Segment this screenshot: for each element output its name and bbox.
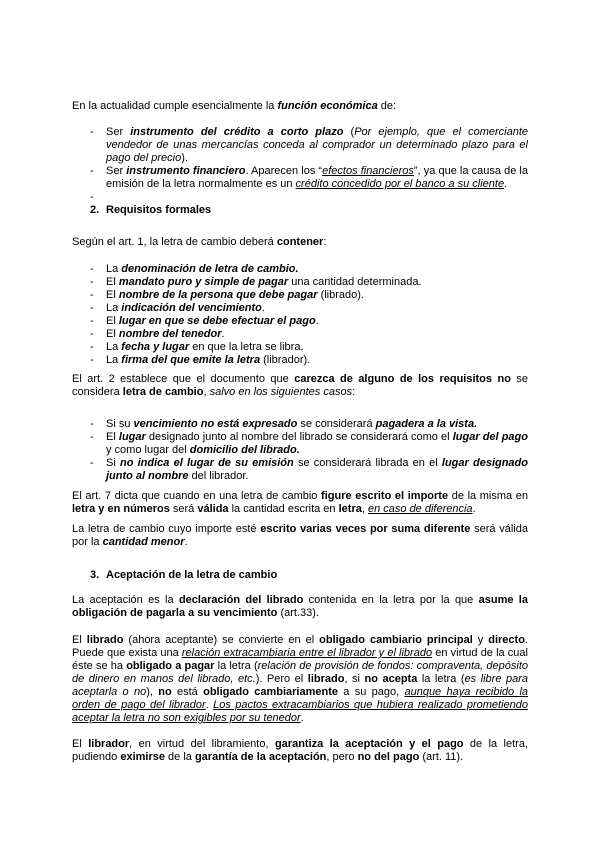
list-item (72, 418, 528, 431)
para-text: El art. 2 establece que el documento que (72, 373, 295, 385)
item-text: ). (181, 152, 188, 164)
list-item (72, 457, 528, 483)
item-emphasis: lugar del pago (452, 431, 528, 443)
item-text: una cantidad determinada. (288, 276, 422, 288)
item-emphasis: instrumento del crédito a corto plazo (130, 126, 344, 138)
para-text: . (472, 503, 476, 515)
para-text: se considera (72, 373, 528, 398)
functions-list (72, 126, 528, 204)
para-text: de la (164, 751, 195, 763)
section-title: Aceptación de la letra de cambio (106, 569, 278, 581)
para-bold: carezca de alguno de los requisitos no (294, 373, 511, 385)
list-item (72, 341, 528, 354)
para-underlined: relación extracambiaria entre el librador y el librado (181, 647, 433, 659)
para-bold: obligado a pagar (126, 660, 215, 672)
list-item (72, 165, 528, 191)
item-emphasis: firma del que emite la letra (121, 354, 261, 366)
item-text: . (221, 328, 225, 340)
section-number: 3. (90, 569, 100, 581)
list-item (72, 263, 528, 276)
para-italic: es libre para aceptarla o no (72, 673, 528, 698)
para-text: . (205, 699, 214, 711)
para-emphasis: cantidad menor (102, 536, 185, 548)
item-text: La (106, 341, 122, 353)
para-bold: librador (88, 738, 130, 750)
item-text: y como lugar del (106, 444, 190, 456)
para-text: de la misma en (448, 490, 529, 502)
section-heading-2 (72, 204, 546, 217)
item-text: . (261, 302, 265, 314)
para-text: , si (344, 673, 365, 685)
item-emphasis: lugar designado junto al nombre (106, 457, 528, 482)
para-bold: letra y en números (72, 503, 170, 515)
item-text: en que la letra se libra. (189, 341, 304, 353)
item-text: Si (106, 457, 120, 469)
para-underlined: en caso de diferencia (367, 503, 473, 515)
acceptance-paragraph (72, 594, 528, 620)
item-emphasis: indicación del vencimiento (121, 302, 262, 314)
para-text: la letra ( (417, 673, 465, 685)
list-item (72, 354, 528, 367)
item-emphasis: lugar en que se debe efectuar el pago (118, 315, 316, 327)
para-text: La letra de cambio cuyo importe esté (72, 523, 261, 535)
para-text: será (169, 503, 198, 515)
item-text: designado junto al nombre del librado se considerará como el (145, 431, 453, 443)
art2-paragraph (72, 373, 528, 399)
para-text: en virtud de la cual éste se ha (72, 647, 528, 672)
para-text: : (323, 236, 327, 248)
cases-list (72, 418, 528, 483)
item-text: ”, ya que la causa de la emisión de la letra normalmente es un (106, 165, 528, 190)
para-text: . Puede que exista una (72, 634, 528, 659)
para-bold: garantía de la aceptación (194, 751, 327, 763)
section-number: 2. (90, 204, 100, 216)
para-text: (art.33). (277, 607, 319, 619)
para-underlined: aunque haya recibido la orden de pago del librador (72, 686, 529, 711)
intro-emphasis: función económica (277, 100, 378, 112)
para-bold: letra (338, 503, 362, 515)
item-emphasis: denominación de letra de cambio. (121, 263, 299, 275)
para-text: , pero (326, 751, 358, 763)
librado-paragraph (72, 634, 528, 725)
para-text: (art. 11). (419, 751, 464, 763)
para-bold: declaración del librado (178, 594, 304, 606)
item-emphasis: nombre del tenedor (118, 328, 222, 340)
para-italic: salvo en los siguientes casos (209, 386, 353, 398)
item-text: Ser (106, 165, 127, 177)
item-emphasis: instrumento financiero (126, 165, 246, 177)
para-bold: contener (276, 236, 324, 248)
para-text: . (300, 712, 304, 724)
list-item (72, 302, 528, 315)
para-text: ), (146, 686, 159, 698)
para-bold: garantiza la aceptación y el pago (274, 738, 464, 750)
item-emphasis: nombre de la persona que debe pagar (118, 289, 318, 301)
para-text: , (203, 386, 210, 398)
item-text: del librador. (188, 470, 249, 482)
list-item (72, 126, 528, 165)
item-text: El (106, 276, 119, 288)
para-bold: eximirse (120, 751, 165, 763)
para-text: . (184, 536, 188, 548)
item-text: . Aparecen los “ (245, 165, 323, 177)
item-text: (librado). (317, 289, 364, 301)
para-bold: no (158, 686, 172, 698)
section-title: Requisitos formales (106, 204, 212, 216)
para-text: : (352, 386, 356, 398)
para-bold: válida (197, 503, 229, 515)
list-item (72, 315, 528, 328)
list-item (72, 276, 528, 289)
item-emphasis: pagadera a la vista. (375, 418, 478, 430)
list-item-empty (72, 191, 528, 204)
para-text: y (472, 634, 489, 646)
item-underlined: efectos financieros (322, 165, 414, 177)
item-text: La (106, 263, 122, 275)
list-item (72, 289, 528, 302)
importe-paragraph (72, 523, 528, 549)
item-underlined: crédito concedido por el banco a su cliente (295, 178, 505, 190)
list-item (72, 431, 528, 457)
item-emphasis: mandato puro y simple de pagar (118, 276, 289, 288)
item-emphasis: no indica el lugar de su emisión (119, 457, 294, 469)
intro-text-end: de: (377, 100, 397, 112)
item-text: El (106, 289, 119, 301)
para-bold: letra de cambio (122, 386, 204, 398)
item-emphasis: vencimiento no está expresado (133, 418, 298, 430)
para-text: está (171, 686, 204, 698)
art7-paragraph (72, 490, 528, 516)
para-text: será válida por la (72, 523, 528, 548)
item-text: se considerará (297, 418, 376, 430)
para-bold: escrito varias veces por suma diferente (260, 523, 471, 535)
item-text: se considerará librada en el (293, 457, 442, 469)
para-bold: figure escrito el importe (321, 490, 449, 502)
para-text: contenida en la letra por la que (303, 594, 479, 606)
para-bold: no del pago (357, 751, 420, 763)
list-item (72, 328, 528, 341)
item-text: ( (343, 126, 355, 138)
para-text: El (72, 738, 89, 750)
section-heading-3 (72, 569, 546, 582)
para-text: Según el art. 1, la letra de cambio deberá (72, 236, 277, 248)
para-text: (ahora aceptante) se convierte en el (123, 634, 320, 646)
item-text: La (106, 302, 122, 314)
para-text: El art. 7 dicta que cuando en una letra de cambio (72, 490, 322, 502)
item-text: . (315, 315, 319, 327)
para-text: La aceptación es la (72, 594, 179, 606)
para-bold: obligado cambiario principal (319, 634, 473, 646)
item-text: La (106, 354, 122, 366)
item-text: Si su (106, 418, 134, 430)
para-bold: directo (488, 634, 525, 646)
para-text: ). Pero el (255, 673, 308, 685)
para-underlined: Los pactos extracambiarios que hubiera realizado prometiendo aceptar la letra no son exigibles por su tenedor (72, 699, 528, 724)
art1-paragraph (72, 236, 528, 249)
para-text: la letra ( (214, 660, 258, 672)
para-text: de la letra, pudiendo (72, 738, 529, 763)
item-text: (librador). (260, 354, 311, 366)
item-emphasis: lugar (118, 431, 146, 443)
para-text: , en virtud del libramiento, (129, 738, 275, 750)
para-bold: no acepta (364, 673, 418, 685)
item-text: . (504, 178, 508, 190)
para-italic: relación de provisión de fondos: compraventa, depósito de dinero en manos del librado, etc. (72, 660, 528, 685)
para-text: a su pago, (338, 686, 405, 698)
requirements-list (72, 263, 528, 367)
item-text: Ser (106, 126, 131, 138)
item-emphasis: domicilio del librado. (189, 444, 300, 456)
intro-paragraph (72, 100, 528, 113)
para-bold: asume la obligación de pagarla a su vencimiento (72, 594, 528, 619)
para-text: , (361, 503, 368, 515)
para-bold: librado (86, 634, 124, 646)
item-text: El (106, 431, 119, 443)
item-italic: Por ejemplo, que el comerciante vendedor de unas mercancías conceda al comprador un determinado plazo para el pago del precio (106, 126, 529, 164)
para-text: El (72, 634, 87, 646)
item-text: El (106, 328, 119, 340)
intro-text: En la actualidad cumple esencialmente la (72, 100, 278, 112)
item-emphasis: fecha y lugar (121, 341, 190, 353)
para-bold: obligado cambiariamente (203, 686, 338, 698)
item-text: El (106, 315, 119, 327)
para-text: la cantidad escrita en (228, 503, 339, 515)
para-bold: librado (307, 673, 345, 685)
librador-paragraph (72, 738, 528, 764)
